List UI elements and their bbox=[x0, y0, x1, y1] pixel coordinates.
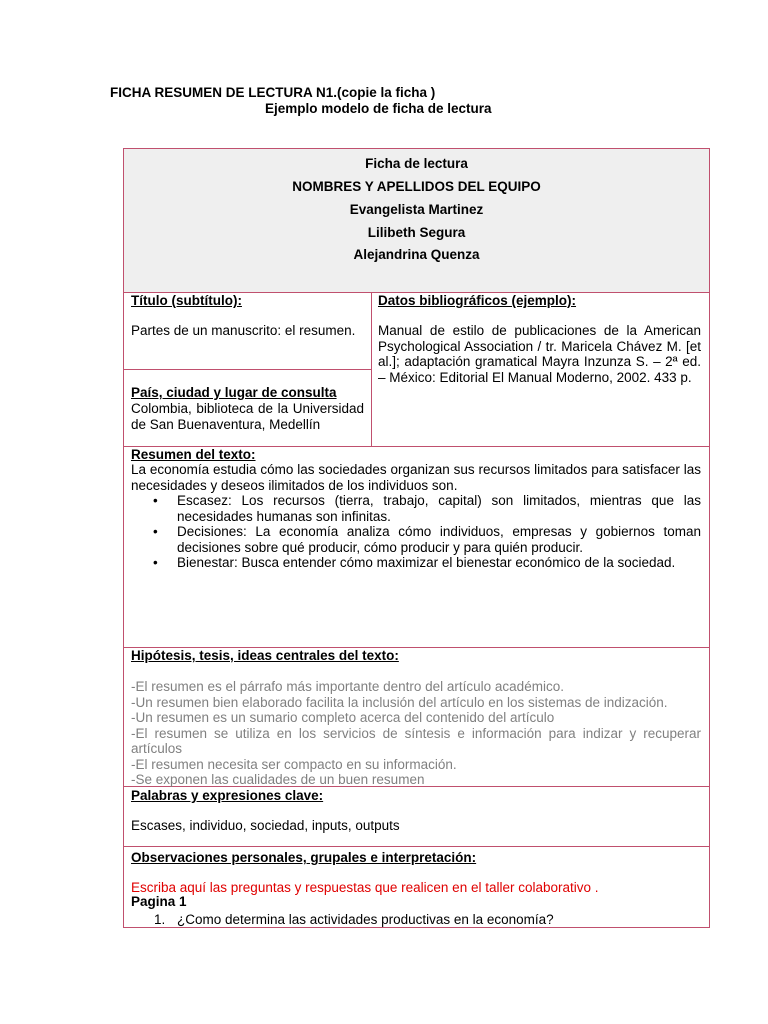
list-item: -El resumen necesita ser compacto en su información. bbox=[131, 756, 457, 772]
column-divider bbox=[371, 292, 372, 447]
table-border-right bbox=[709, 292, 710, 928]
list-item: -Se exponen las cualidades de un buen resumen bbox=[131, 772, 425, 787]
palabras-label: Palabras y expresiones clave: bbox=[131, 788, 324, 803]
datos-label: Datos bibliográficos (ejemplo): bbox=[378, 293, 577, 308]
document-subtitle: Ejemplo modelo de ficha de lectura bbox=[265, 101, 492, 116]
resumen-bullets bbox=[131, 493, 701, 571]
list-item: -El resumen se utiliza en los servicios de síntesis e información para indizar y recuperar artículos bbox=[131, 725, 701, 756]
observaciones-label: Observaciones personales, grupales e interpretación: bbox=[131, 850, 477, 865]
list-item: • Decisiones: La economía analiza cómo individuos, empresas y gobiernos toman decisiones sobre qué producir, cómo producir y para quién producir. bbox=[131, 524, 701, 555]
datos-value: Manual de estilo de publicaciones de la American Psychological Association / tr. Maricela Chávez M. [et al.]; adaptación gramatical Mayra Inzunza S. – 2ª ed. – México: Editorial El Manual Moderno, 2002. 433 p. bbox=[378, 323, 701, 385]
page-label: Pagina 1 bbox=[131, 894, 187, 909]
card-title-block bbox=[123, 148, 710, 293]
resumen-label: Resumen del texto: bbox=[131, 447, 256, 462]
question-text: ¿Como determina las actividades productivas en la economía? bbox=[177, 912, 554, 927]
card-title: Ficha de lectura bbox=[365, 156, 468, 171]
resumen-intro: La economía estudia cómo las sociedades organizan sus recursos limitados para satisfacer las necesidades y deseos ilimitados de los individuos son. bbox=[131, 462, 701, 493]
row-divider bbox=[123, 846, 710, 847]
hipotesis-list bbox=[131, 679, 701, 788]
question-number: 1. bbox=[154, 912, 166, 927]
document-title: FICHA RESUMEN DE LECTURA N1.(copie la ficha ) bbox=[110, 85, 436, 100]
titulo-label: Título (subtítulo): bbox=[131, 293, 242, 308]
list-item: -Un resumen es un sumario completo acerca del contenido del artículo bbox=[131, 710, 555, 725]
team-member: Evangelista Martinez bbox=[349, 202, 484, 217]
team-heading: NOMBRES Y APELLIDOS DEL EQUIPO bbox=[292, 179, 541, 194]
pais-value: Colombia, biblioteca de la Universidad de San Buenaventura, Medellín bbox=[131, 401, 364, 432]
list-item: -Un resumen bien elaborado facilita la inclusión del artículo en los sistemas de indización. bbox=[131, 694, 668, 710]
palabras-value: Escases, individuo, sociedad, inputs, outputs bbox=[131, 818, 400, 833]
pais-label: País, ciudad y lugar de consulta bbox=[131, 385, 337, 400]
list-item: • Bienestar: Busca entender cómo maximizar el bienestar económico de la sociedad. bbox=[131, 555, 701, 571]
row-divider bbox=[123, 369, 371, 370]
observaciones-instruction: Escriba aquí las preguntas y respuestas que realicen en el taller colaborativo . bbox=[131, 880, 599, 895]
team-member: Alejandrina Quenza bbox=[353, 247, 480, 262]
hipotesis-label: Hipótesis, tesis, ideas centrales del texto: bbox=[131, 648, 399, 663]
titulo-value: Partes de un manuscrito: el resumen. bbox=[131, 323, 356, 338]
table-border-left bbox=[123, 292, 124, 928]
list-item: -El resumen es el párrafo más importante dentro del artículo académico. bbox=[131, 679, 564, 694]
team-member: Lilibeth Segura bbox=[367, 225, 466, 240]
list-item: • Escasez: Los recursos (tierra, trabajo, capital) son limitados, mientras que las necesidades humanas son infinitas. bbox=[131, 493, 701, 524]
